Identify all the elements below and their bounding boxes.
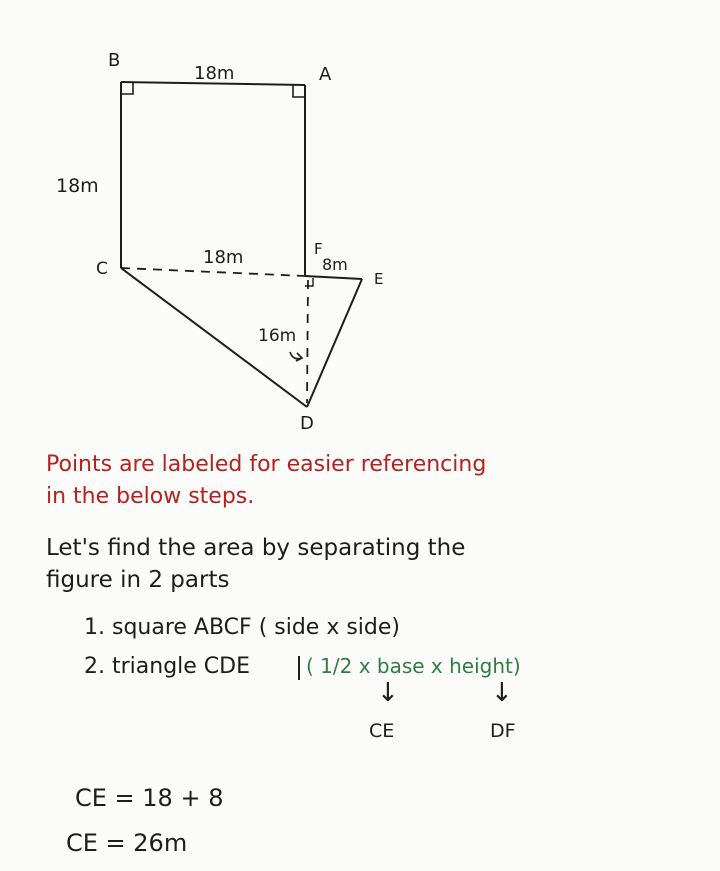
measure-ba: 18m — [194, 63, 235, 84]
height-label-df: DF — [490, 720, 516, 742]
arrow-down-base-icon: ↓ — [377, 678, 399, 708]
intro-line-1: Let's find the area by separating the — [46, 535, 466, 561]
label-c: C — [96, 259, 108, 279]
label-a: A — [319, 64, 332, 85]
step-1: 1. square ABCF ( side x side) — [84, 615, 401, 640]
label-d: D — [300, 413, 314, 434]
label-f: F — [314, 240, 323, 258]
dashed-height-fd — [307, 280, 308, 403]
measure-fd: 16m — [258, 326, 297, 346]
right-angle-b — [121, 82, 133, 94]
base-label-ce: CE — [369, 720, 395, 742]
label-e: E — [374, 270, 384, 288]
step-2-divider — [298, 656, 300, 680]
arrow-down-height-icon: ↓ — [491, 678, 513, 708]
calc-line-1: CE = 18 + 8 — [75, 784, 224, 812]
height-pointer-arrowhead — [296, 353, 302, 361]
note-line-1: Points are labeled for easier referencing — [46, 452, 487, 477]
dashed-cf — [121, 268, 305, 276]
calc-line-2: CE = 26m — [66, 829, 188, 857]
measure-cf: 18m — [203, 247, 244, 268]
right-angle-f — [305, 278, 313, 286]
step-2-formula: ( 1/2 x base x height) — [306, 654, 521, 678]
intro-line-2: figure in 2 parts — [46, 567, 230, 593]
measure-bc: 18m — [56, 175, 99, 197]
measure-fe: 8m — [322, 255, 348, 274]
label-b: B — [108, 50, 121, 71]
edge-ed — [307, 279, 362, 407]
note-line-2: in the below steps. — [46, 484, 255, 509]
step-2-prefix: 2. triangle CDE — [84, 654, 250, 679]
right-angle-a — [293, 85, 305, 97]
